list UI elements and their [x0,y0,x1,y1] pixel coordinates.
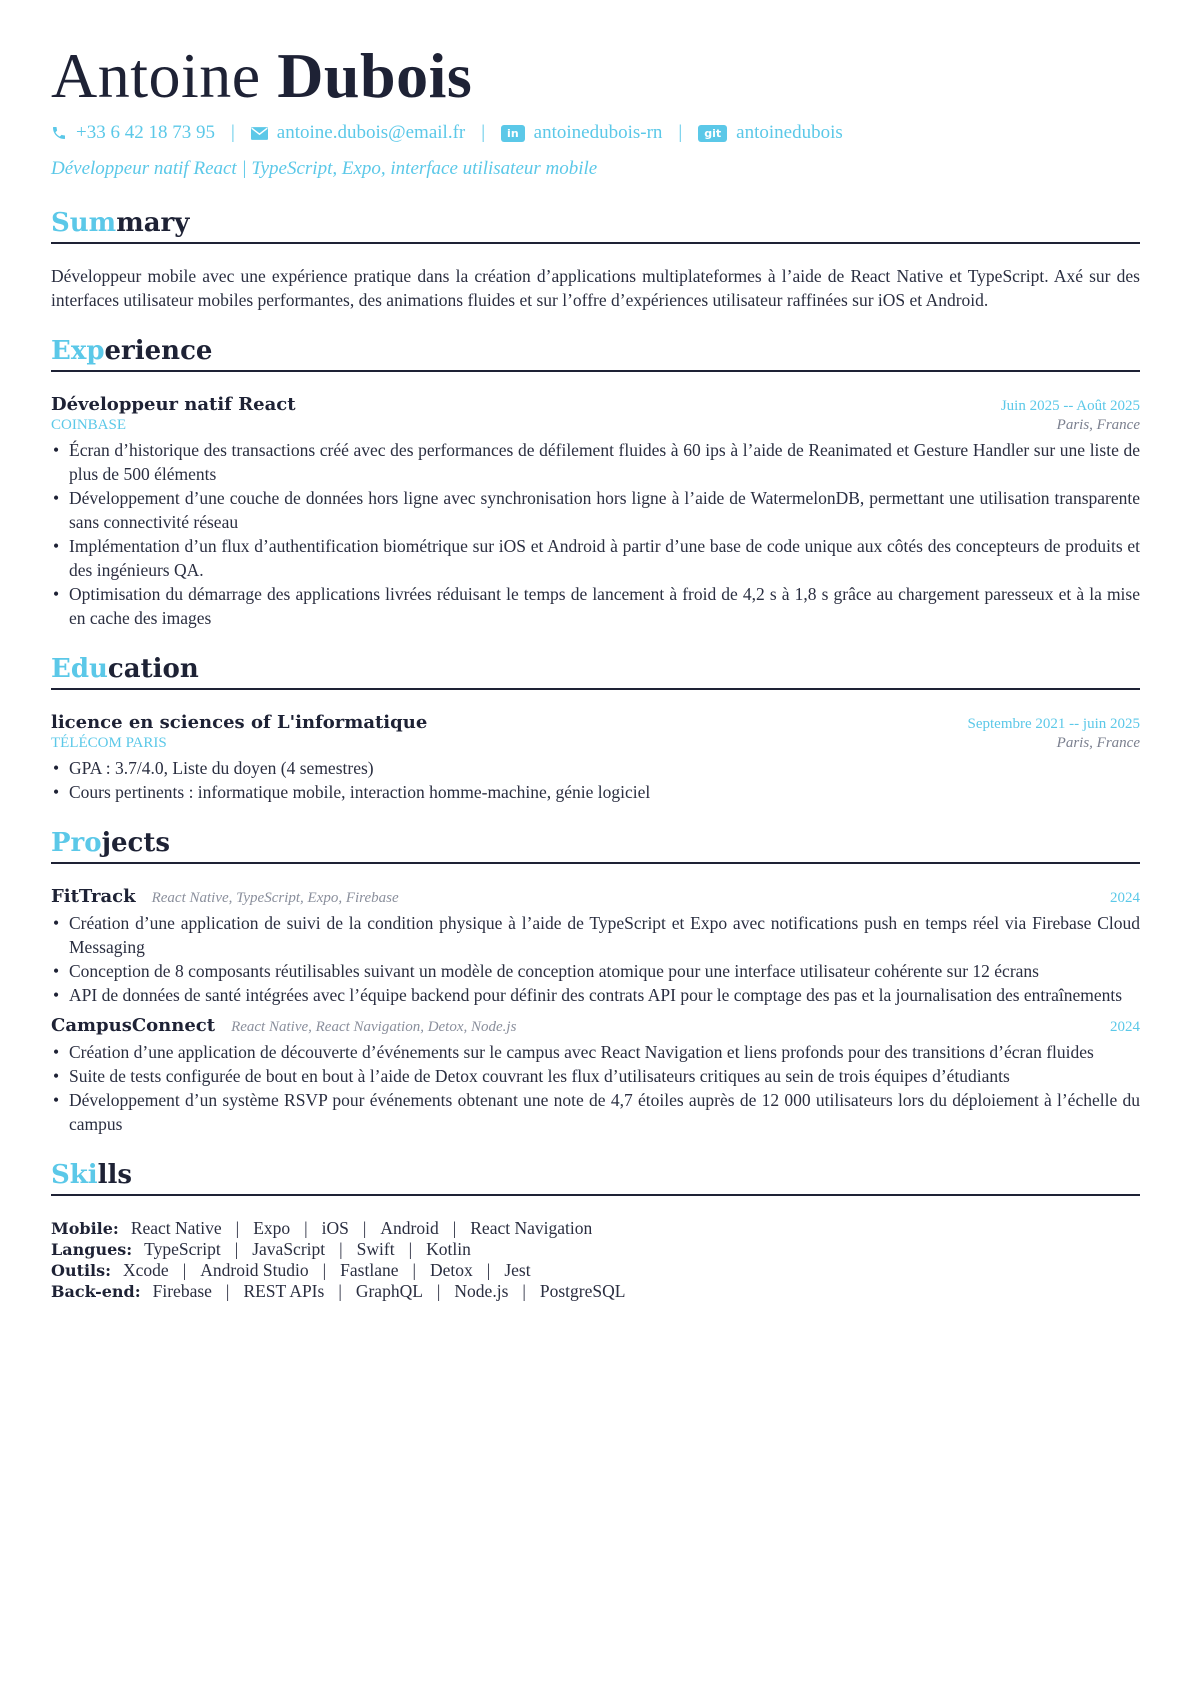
skill-label: Mobile: [51,1219,119,1238]
skill-row-languages [51,1239,1140,1260]
contact-separator: | [678,122,683,143]
project-bullets [51,911,1140,1007]
skill-item: Swift [356,1239,395,1259]
project-entry [51,1015,1140,1136]
education-bullets [51,756,1140,804]
section-title-summary: Summary [51,206,1140,244]
section-title-projects: Projects [51,826,1140,864]
skill-item: React Navigation [470,1218,593,1238]
linkedin-contact[interactable] [501,122,662,144]
list-item: • Conception de 8 composants réutilisables suivant un modèle de conception atomique pour une interface utilisateur cohérente sur 12 écrans [51,959,1140,983]
skill-item: Xcode [123,1260,169,1280]
skill-item: Expo [253,1218,291,1238]
contact-bar [51,122,1140,144]
github-icon: git [698,125,727,142]
skill-item: Node.js [454,1281,509,1301]
section-title-education: Education [51,652,1140,690]
skill-item: Android Studio [200,1260,309,1280]
skill-separator: | [412,1260,417,1280]
skill-item: Fastlane [340,1260,399,1280]
education-entry [51,712,1140,804]
list-item: • Optimisation du démarrage des applications livrées réduisant le temps de lancement à froid de 4,2 s à 1,8 s grâce au chargement paresseux et à la mise en cache des images [51,582,1140,630]
tagline: Développeur natif React | TypeScript, Expo, interface utilisateur mobile [51,158,598,179]
skill-item: Android [380,1218,439,1238]
skill-separator: | [362,1218,367,1238]
list-item: • Cours pertinents : informatique mobile, interaction homme-machine, génie logiciel [51,780,1140,804]
experience-bullets [51,438,1140,630]
phone-contact[interactable] [51,122,215,144]
job-location: Paris, France [1056,417,1140,433]
list-item: • Implémentation d’un flux d’authentification biométrique sur iOS et Android à partir d’une base de code unique aux côtés des concepteurs de produits et des ingénieurs QA. [51,534,1140,582]
project-tech: React Native, React Navigation, Detox, Node.js [231,1019,517,1035]
skill-item: REST APIs [243,1281,325,1301]
skill-separator: | [408,1239,413,1259]
section-title-experience: Experience [51,334,1140,372]
project-tech: React Native, TypeScript, Expo, Firebase [151,890,399,906]
skill-separator: | [182,1260,187,1280]
job-dates: Juin 2025 -- Août 2025 [1000,398,1140,414]
skill-item: iOS [321,1218,349,1238]
skill-label: Langues: [51,1240,133,1259]
education-section [51,652,1140,804]
candidate-name [51,40,1140,112]
skill-row-mobile [51,1218,1140,1239]
list-item: • API de données de santé intégrées avec l’équipe backend pour définir des contrats API pour le comptage des pas et la journalisation des entraînements [51,983,1140,1007]
experience-entry [51,394,1140,630]
list-item: • Écran d’historique des transactions créé avec des performances de défilement fluides à 60 ips à l’aide de Reanimated et Gesture Handler sur une liste de plus de 500 éléments [51,438,1140,486]
last-name: Dubois [277,40,473,111]
skill-item: GraphQL [355,1281,423,1301]
experience-section [51,334,1140,630]
skill-separator: | [235,1218,240,1238]
skill-item: Detox [430,1260,473,1280]
skill-row-backend [51,1281,1140,1302]
skill-separator: | [486,1260,491,1280]
skill-item: Jest [504,1260,531,1280]
list-item: • GPA : 3.7/4.0, Liste du doyen (4 semestres) [51,756,1140,780]
list-item: • Développement d’un système RSVP pour événements obtenant une note de 4,7 étoiles auprès de 12 000 utilisateurs lors du déploiement à l’échelle du campus [51,1088,1140,1136]
github-text: antoinedubois [736,122,843,143]
project-name: CampusConnect React Native, React Navigation, Detox, Node.js [51,1015,517,1036]
skill-separator: | [304,1218,308,1238]
skill-item: Kotlin [426,1239,471,1259]
project-bullets [51,1040,1140,1136]
skill-row-tools [51,1260,1140,1281]
skill-item: PostgreSQL [539,1281,626,1301]
skill-label: Back-end: [51,1282,141,1301]
skill-item: Firebase [152,1281,212,1301]
contact-separator: | [230,122,235,143]
company-name: COINBASE [51,417,127,433]
linkedin-text: antoinedubois-rn [533,122,663,143]
school-name: TÉLÉCOM PARIS [51,735,167,751]
phone-icon [51,125,67,141]
skill-item: JavaScript [252,1239,326,1259]
linkedin-icon: in [501,125,525,142]
skill-separator: | [322,1260,327,1280]
section-title-skills: Skills [51,1158,1140,1196]
education-dates: Septembre 2021 -- juin 2025 [967,716,1140,732]
first-name: Antoine [51,40,261,111]
contact-separator: | [481,122,486,143]
skill-separator: | [339,1239,343,1259]
degree-title: licence en sciences of L'informatique [51,712,428,733]
projects-section [51,826,1140,1136]
list-item: • Création d’une application de suivi de la condition physique à l’aide de TypeScript et Expo avec notifications push en temps réel via Firebase Cloud Messaging [51,911,1140,959]
skill-separator: | [338,1281,342,1301]
skill-separator: | [234,1239,239,1259]
project-entry [51,886,1140,1007]
email-text: antoine.dubois@email.fr [276,122,466,143]
github-contact[interactable] [698,122,843,144]
skills-section [51,1158,1140,1302]
skill-separator: | [225,1281,230,1301]
skill-item: TypeScript [144,1239,221,1259]
project-year: 2024 [1110,890,1140,906]
summary-text: Développeur mobile avec une expérience pratique dans la création d’applications multiplateformes à l’aide de React Native et TypeScript. Axé sur des interfaces utilisateur mobiles performantes, des animations fluides et sur l’offre d’expériences utilisateur raffinées sur iOS et Android. [51,266,1140,310]
skills-list [51,1218,1140,1302]
project-year: 2024 [1110,1019,1140,1035]
email-contact[interactable] [251,122,465,144]
skill-separator: | [452,1218,457,1238]
skill-label: Outils: [51,1261,112,1280]
school-location: Paris, France [1056,735,1140,751]
list-item: • Développement d’une couche de données hors ligne avec synchronisation hors ligne à l’aide de WatermelonDB, permettant une utilisation transparente sans connectivité réseau [51,486,1140,534]
phone-text: +33 6 42 18 73 95 [76,122,215,143]
job-title: Développeur natif React [51,394,296,415]
skill-item: React Native [130,1218,222,1238]
summary-section [51,206,1140,312]
envelope-icon [251,127,268,140]
project-name: FitTrack React Native, TypeScript, Expo, Firebase [51,886,399,907]
skill-separator: | [522,1281,526,1301]
skill-separator: | [436,1281,441,1301]
list-item: • Suite de tests configurée de bout en bout à l’aide de Detox couvrant les flux d’utilisateurs critiques au sein de trois équipes d’étudiants [51,1064,1140,1088]
list-item: • Création d’une application de découverte d’événements sur le campus avec React Navigation et liens profonds pour des transitions d’écran fluides [51,1040,1140,1064]
